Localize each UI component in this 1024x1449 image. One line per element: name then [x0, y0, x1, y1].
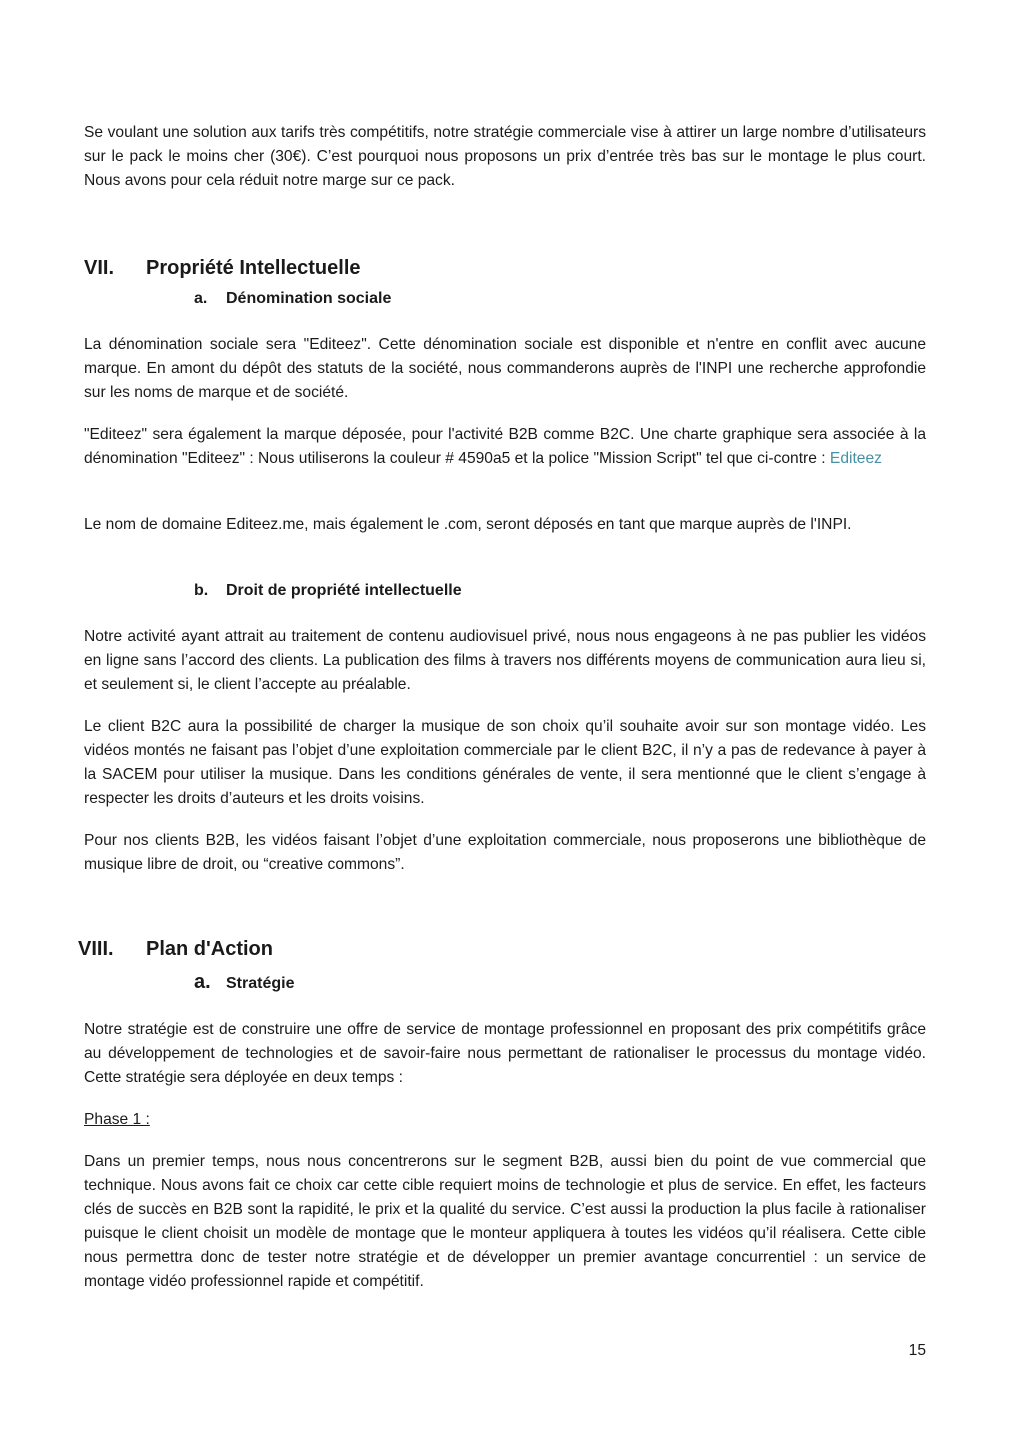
subsection-letter: a. [194, 971, 211, 993]
charte-block [84, 423, 926, 471]
droit-paragraph-2: Le client B2C aura la possibilité de charger la musique de son choix qu’il souhaite avoir sur son montage vidéo. Les vidéos montés ne faisant pas l’objet d’une exploitation commerciale par le client B2C, il n’y a pas de redevance à payer à la SACEM pour utiliser la musique. Dans les conditions générales de vente, il sera mentionné que le client s’engage à respecter les droits d’auteurs et les droits voisins. [84, 718, 926, 807]
subsection-letter: a. [194, 290, 208, 307]
phase-1-block [84, 1150, 926, 1294]
section-heading-vii [84, 255, 584, 281]
section-number: VII. [84, 257, 115, 279]
section-title: Plan d'Action [146, 938, 273, 960]
subsection-title: Dénomination sociale [226, 290, 392, 307]
brand-sample: Editeez [829, 450, 882, 467]
droit-paragraph-3: Pour nos clients B2B, les vidéos faisant l’objet d’une exploitation commerciale, nous proposerons une bibliothèque de musique libre de droit, ou “creative commons”. [84, 832, 926, 873]
section-number: VIII. [78, 938, 114, 960]
domain-block [84, 513, 926, 537]
denomination-block [84, 333, 926, 405]
subsection-heading-denomination [194, 288, 391, 310]
section-heading-viii [78, 936, 578, 962]
phase-label-block [84, 1108, 926, 1132]
subsection-title: Stratégie [226, 975, 295, 992]
denomination-paragraph-1: La dénomination sociale sera "Editeez". Cette dénomination sociale est disponible et n'entre en conflit avec aucune marque. En amont du dépôt des statuts de la société, nous commanderons auprès de l'INPI une recherche approfondie sur les noms de marque et de société. [84, 336, 926, 401]
subsection-heading-strategie [194, 971, 294, 995]
subsection-title: Droit de propriété intellectuelle [226, 582, 462, 599]
droit-paragraph-1: Notre activité ayant attrait au traitement de contenu audiovisuel privé, nous nous engageons à ne pas publier les vidéos en ligne sans l’accord des clients. La publication des films à travers nos différents moyens de communication aura lieu si, et seulement si, le client l’accepte au préalable. [84, 628, 926, 693]
page-number: 15 [908, 1342, 926, 1359]
section-title: Propriété Intellectuelle [146, 257, 361, 279]
subsection-heading-droit [194, 580, 462, 602]
intro-paragraph: Se voulant une solution aux tarifs très compétitifs, notre stratégie commerciale vise à attirer un large nombre d’utilisateurs sur le pack le moins cher (30€). C’est pourquoi nous proposons un prix d’entrée très bas sur le montage le plus court. Nous avons pour cela réduit notre marge sur ce pack. [84, 124, 926, 189]
droit-block-1 [84, 625, 926, 697]
charte-paragraph [84, 423, 926, 471]
strategie-paragraph-1: Notre stratégie est de construire une offre de service de montage professionnel en proposant des prix compétitifs grâce au développement de technologies et de savoir-faire nous permettant de rationaliser le processus du montage vidéo. Cette stratégie sera déployée en deux temps : [84, 1021, 926, 1086]
phase-1-paragraph: Dans un premier temps, nous nous concentrerons sur le segment B2B, aussi bien du point de vue commercial que technique. Nous avons fait ce choix car cette cible requiert moins de technologie et plus de service. En effet, les facteurs clés de succès en B2B sont la rapidité, le prix et la qualité du service. C’est aussi la production la plus facile à rationaliser puisque le client choisit un modèle de montage que le monteur appliquera à toutes les vidéos qu’il réalisera. Cette cible nous permettra donc de tester notre stratégie et de développer un premier avantage concurrentiel : un service de montage vidéo professionnel rapide et compétitif. [84, 1153, 926, 1290]
subsection-letter: b. [194, 582, 209, 599]
domain-paragraph: Le nom de domaine Editeez.me, mais également le .com, seront déposés en tant que marque auprès de l'INPI. [84, 516, 852, 533]
intro-block [84, 121, 926, 193]
strategie-block [84, 1018, 926, 1090]
phase-1-label: Phase 1 : [84, 1111, 150, 1128]
charte-text: "Editeez" sera également la marque déposée, pour l'activité B2B comme B2C. Une charte graphique sera associée à la dénomination "Editeez" : Nous utiliserons la couleur # 4590a5 et la police "Mission Script" tel que ci-contre : [84, 426, 926, 467]
droit-block-2 [84, 715, 926, 811]
droit-block-3 [84, 829, 926, 877]
